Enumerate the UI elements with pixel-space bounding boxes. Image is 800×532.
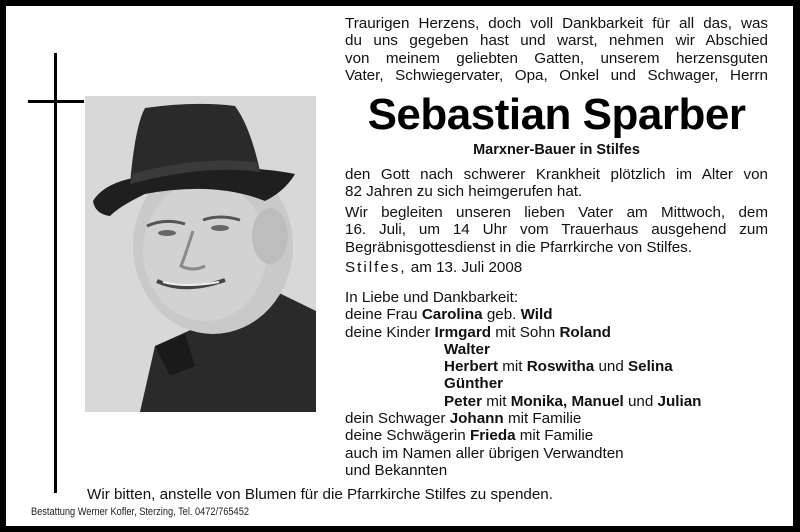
dateline-date: am 13. Juli 2008 [406, 259, 523, 276]
intro-line: Vater, Schwiegervater, Opa, Onkel und Schwager, Herrn [345, 66, 768, 84]
children-prefix: deine Kinder [345, 323, 435, 341]
brother-in-law-name: Johann [449, 410, 504, 428]
child-name: Peter [444, 392, 482, 410]
child-connector: und [623, 392, 658, 410]
dateline-place: Stilfes, [345, 259, 407, 276]
cross-icon-horizontal [28, 100, 84, 103]
child-connector: mit Sohn [491, 323, 560, 341]
intro-line: von meinem geliebten Gatten, unserem herzensguten [345, 49, 768, 67]
child-name: Herbert [444, 358, 499, 376]
child-name: Günther [444, 375, 504, 393]
prefix: deine Schwägerin [345, 427, 470, 445]
mourner-sister-in-law [345, 427, 768, 444]
wife-maiden-name: Wild [520, 306, 553, 324]
spouse-name: Roswitha [526, 358, 595, 376]
cross-icon-vertical [54, 53, 57, 493]
funeral-line: Wir begleiten unseren lieben Vater am Mittwoch, dem [345, 204, 768, 221]
grandchild-name: Selina [628, 358, 673, 376]
family-names: Monika, Manuel [510, 392, 624, 410]
death-notice-paragraph [345, 166, 768, 201]
funeral-home-footer: Bestattung Werner Kofler, Sterzing, Tel. 0472/765452 [31, 506, 249, 518]
sister-in-law-name: Frieda [469, 427, 516, 445]
wife-name: Carolina [421, 306, 483, 324]
funeral-line: Begräbnisgottesdienst in die Pfarrkirche von Stilfes. [345, 238, 692, 256]
closing-request: Wir bitten, anstelle von Blumen für die Pfarrkirche Stilfes zu spenden. [87, 486, 553, 503]
mourner-wife [345, 306, 768, 323]
obituary-notice [6, 6, 793, 526]
mourners-list [345, 289, 768, 479]
grandchild-name: Roland [559, 323, 611, 341]
child-connector: mit [498, 358, 527, 376]
intro-line: du uns gegeben hast und warst, nehmen wir Abschied [345, 32, 768, 50]
portrait-photo [85, 96, 316, 412]
dateline [345, 259, 768, 276]
mourner-brother-in-law [345, 410, 768, 427]
wife-prefix: deine Frau [345, 306, 422, 324]
mourners-heading: In Liebe und Dankbarkeit: [345, 289, 519, 306]
funeral-paragraph [345, 204, 768, 256]
child-name: Irmgard [434, 323, 492, 341]
death-line: 82 Jahren zu sich heimgerufen hat. [345, 183, 583, 201]
mourner-child [345, 393, 768, 410]
suffix: mit Familie [503, 410, 582, 428]
relatives-line: auch im Namen aller übrigen Verwandten [345, 444, 624, 462]
suffix: mit Familie [515, 427, 594, 445]
child-connector: und [594, 358, 629, 376]
grandchild-name: Julian [657, 392, 702, 410]
child-name: Walter [444, 340, 490, 358]
mourner-child [345, 341, 768, 358]
mourner-child [345, 324, 768, 341]
intro-line: Traurigen Herzens, doch voll Dankbarkeit für all das, was [345, 15, 768, 32]
mourner-child [345, 375, 768, 392]
portrait-image-icon [85, 96, 316, 412]
funeral-line: 16. Juli, um 14 Uhr vom Trauerhaus ausgehend zum [345, 221, 768, 239]
deceased-subtitle: Marxner-Bauer in Stilfes [473, 142, 640, 158]
wife-mid: geb. [482, 306, 521, 324]
mourner-child [345, 358, 768, 375]
prefix: dein Schwager [345, 410, 450, 428]
relatives-line: und Bekannten [345, 461, 448, 479]
death-line: den Gott nach schwerer Krankheit plötzlich im Alter von [345, 166, 768, 183]
intro-paragraph [345, 15, 768, 84]
child-connector: mit [482, 392, 511, 410]
deceased-name: Sebastian Sparber [367, 90, 746, 139]
